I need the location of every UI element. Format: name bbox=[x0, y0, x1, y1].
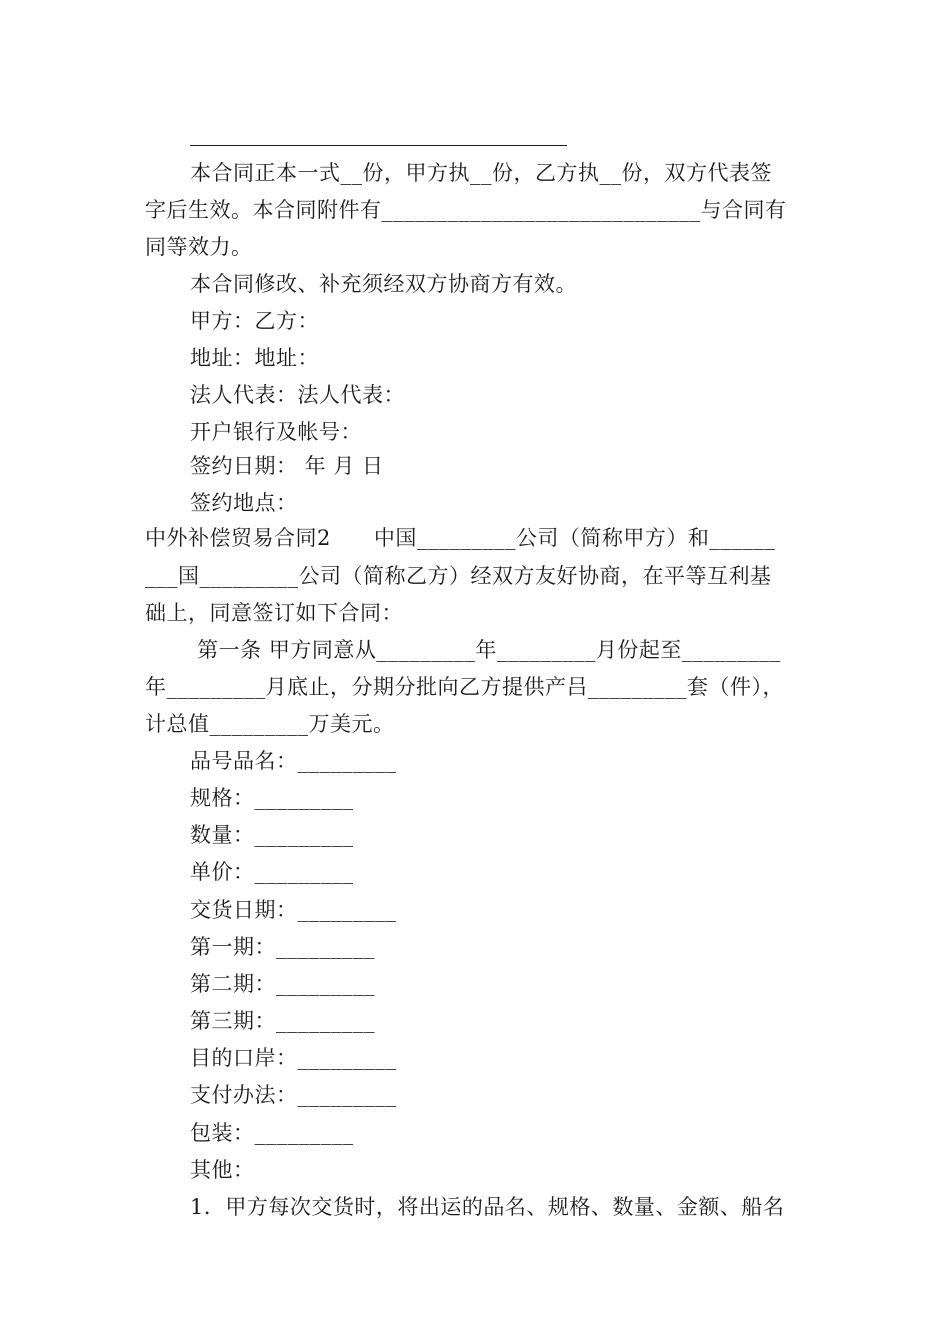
text-line: 地址：地址： bbox=[190, 346, 319, 370]
form-field-line: 目的口岸：_________ bbox=[190, 1046, 397, 1070]
form-field-line: 数量：_________ bbox=[190, 823, 354, 847]
signature-underline bbox=[190, 145, 567, 146]
form-field-line: 单价：_________ bbox=[190, 860, 354, 884]
text-line: 其他： bbox=[190, 1158, 255, 1182]
text-line: 签约日期： 年 月 日 bbox=[190, 454, 384, 478]
text-line: 本合同正本一式__份，甲方执__份，乙方执__份，双方代表签 bbox=[190, 161, 772, 185]
text-line: 签约地点： bbox=[190, 491, 298, 515]
form-field-line: 支付办法：_________ bbox=[190, 1083, 397, 1107]
text-line: 础上，同意签订如下合同： bbox=[145, 601, 403, 625]
text-line: 法人代表：法人代表： bbox=[190, 383, 405, 407]
form-field-line: 第一期：_________ bbox=[190, 935, 375, 959]
text-line: 开户银行及帐号： bbox=[190, 420, 362, 444]
text-line: 1．甲方每次交货时，将出运的品名、规格、数量、金额、船名 bbox=[190, 1195, 785, 1219]
text-line: ___国_________公司（简称乙方）经双方友好协商，在平等互利基 bbox=[145, 564, 772, 588]
form-field-line: 第二期：_________ bbox=[190, 972, 375, 996]
section-heading-line: 中外补偿贸易合同2 中国_________公司（简称甲方）和______ bbox=[145, 526, 776, 550]
text-line: 年_________月底止，分期分批向乙方提供产吕_________套（件）， bbox=[145, 675, 784, 699]
text-line: 字后生效。本合同附件有_____________________________与合同有 bbox=[145, 198, 787, 222]
form-field-line: 交货日期：_________ bbox=[190, 898, 397, 922]
form-field-line: 包装：_________ bbox=[190, 1121, 354, 1145]
form-field-line: 品号品名：_________ bbox=[190, 749, 397, 773]
text-line: 同等效力。 bbox=[145, 235, 253, 259]
form-field-line: 第三期：_________ bbox=[190, 1009, 375, 1033]
text-line: 计总值_________万美元。 bbox=[145, 712, 395, 736]
text-line: 甲方：乙方： bbox=[190, 309, 319, 333]
text-line: 本合同修改、补充须经双方协商方有效。 bbox=[190, 272, 577, 296]
text-line: 第一条 甲方同意从_________年_________月份起至_________ bbox=[190, 638, 781, 662]
form-field-line: 规格：_________ bbox=[190, 786, 354, 810]
